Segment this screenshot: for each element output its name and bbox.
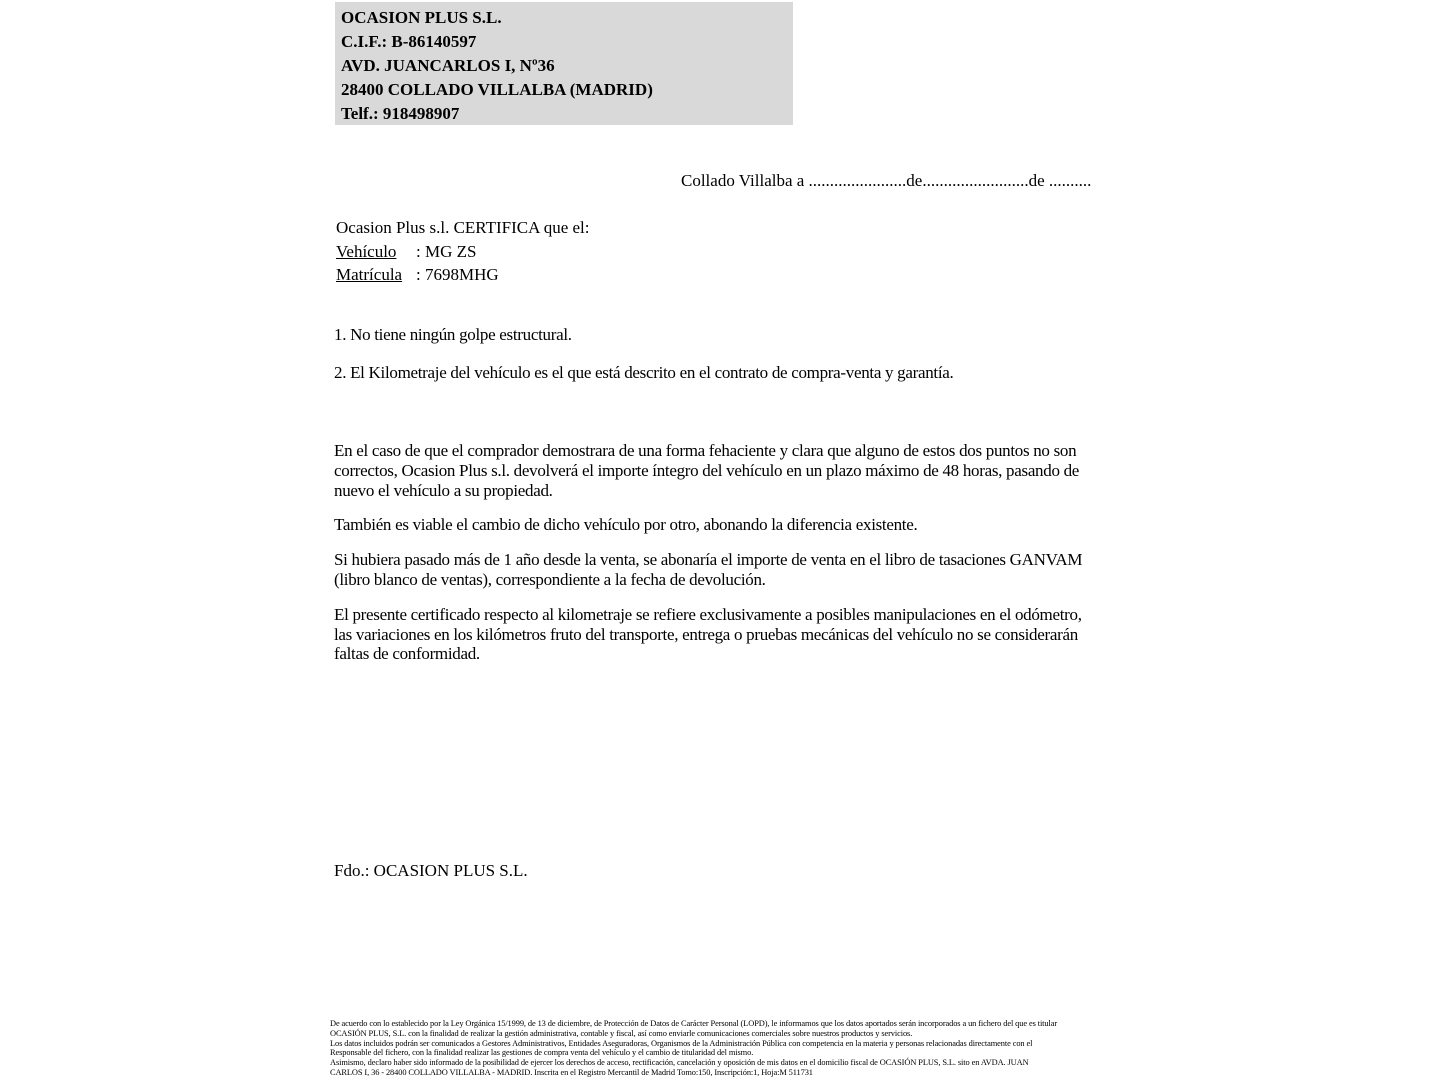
paragraph-ganvam-valuation: Si hubiera pasado más de 1 año desde la venta, se abonaría el importe de venta en el libro de tasaciones GANVAM (libro blanco de ventas), correspondiente a la fecha de devolución. — [334, 550, 1083, 589]
signature-line: Fdo.: OCASION PLUS S.L. — [334, 861, 528, 880]
legal-line-4: Responsable del fichero, con la finalidad realizar las gestiones de compra venta del vehículo y el cambio de titularidad del mismo. — [330, 1048, 754, 1058]
company-cif: C.I.F.: B-86140597 — [341, 32, 477, 51]
paragraph-odometer-disclaimer: El presente certificado respecto al kilometraje se refiere exclusivamente a posibles manipulaciones en el odómetro, las variaciones en los kilómetros fruto del transporte, entrega o pruebas mecánicas del vehículo no se considerarán faltas de conformidad. — [334, 604, 1082, 664]
certification-intro-block — [336, 216, 590, 287]
legal-line-2: OCASIÓN PLUS, S.L. con la finalidad de realizar la gestión administrativa, contable y fiscal, así como enviarle comunicaciones comerciales sobre nuestros productos y servicios. — [330, 1028, 913, 1038]
vehicle-value: : MG ZS — [416, 241, 477, 261]
point-1: 1. No tiene ningún golpe estructural. — [334, 325, 572, 344]
terms-paragraphs — [334, 441, 1096, 679]
paragraph-refund-terms: En el caso de que el comprador demostrara de una forma fehaciente y clara que alguno de estos dos puntos no son correctos, Ocasion Plus s.l. devolverá el importe íntegro del vehículo en un plazo máximo de 48 horas, pasando de nuevo el vehículo a su propiedad. — [334, 441, 1080, 500]
company-header-box — [335, 2, 793, 125]
plate-label: Matrícula — [336, 265, 403, 284]
plate-value: : 7698MHG — [416, 265, 499, 284]
company-city: 28400 COLLADO VILLALBA (MADRID) — [341, 80, 653, 99]
legal-line-3: Los datos incluidos podrán ser comunicados a Gestores Administrativos, Entidades Aseguradoras, Organismos de la Administración Pública con competencia en la materia y personas relacionadas directamente con el — [330, 1038, 1033, 1048]
company-phone: Telf.: 918498907 — [341, 104, 460, 123]
legal-line-6: CARLOS I, 36 - 28400 COLLADO VILLALBA - MADRID. Inscrita en el Registro Mercantil de Madrid Tomo:150, Inscripción:1, Hoja:M 511731 — [330, 1067, 813, 1077]
date-fill-in-line: Collado Villalba a .......................de.........................de .......... — [681, 171, 1092, 190]
legal-line-5: Asimismo, declaro haber sido informado de la posibilidad de ejercer los derechos de acceso, rectificación, cancelación y oposición de mis datos en el domicilio fiscal de OCASIÓN PLUS, S.L. sito en AVDA. JUAN — [330, 1058, 1029, 1068]
vehicle-row — [336, 240, 590, 264]
company-address: AVD. JUANCARLOS I, Nº36 — [341, 56, 555, 75]
legal-line-1: De acuerdo con lo establecido por la Ley Orgánica 15/1999, de 13 de diciembre, de Protección de Datos de Carácter Personal (LOPD), le informamos que los datos aportados serán incorporados a un fichero del que es titular — [330, 1019, 1058, 1028]
company-name: OCASION PLUS S.L. — [341, 8, 502, 27]
certify-intro-line: Ocasion Plus s.l. CERTIFICA que el: — [336, 218, 590, 237]
certified-points-list — [334, 325, 1104, 401]
point-2: 2. El Kilometraje del vehículo es el que está descrito en el contrato de compra-venta y garantía. — [334, 363, 954, 382]
legal-fine-print — [330, 1019, 1430, 1078]
vehicle-label: Vehículo — [336, 241, 397, 261]
paragraph-exchange-option: También es viable el cambio de dicho vehículo por otro, abonando la diferencia existente. — [334, 515, 918, 535]
plate-row — [336, 263, 590, 287]
